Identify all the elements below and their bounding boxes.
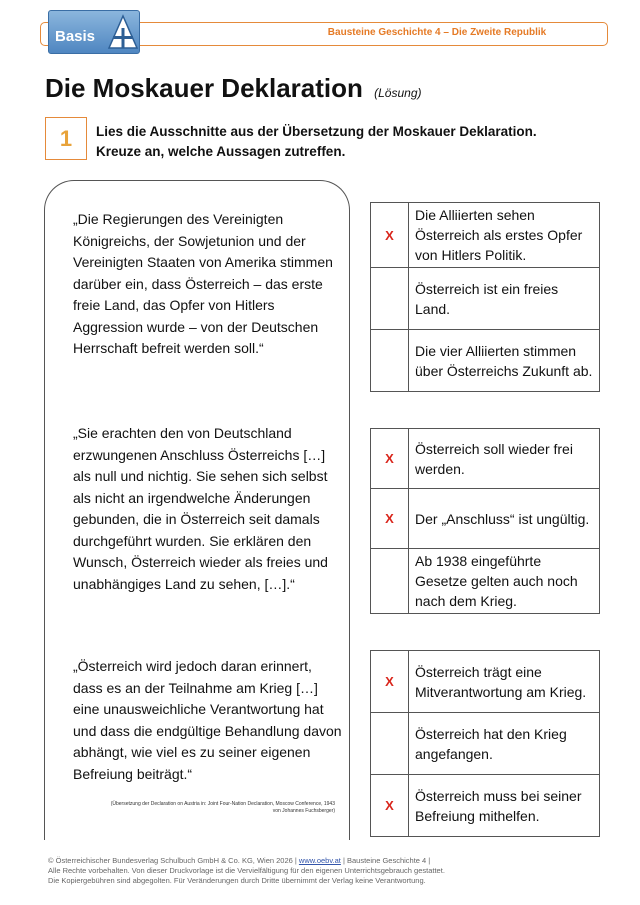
statement-text: Österreich ist ein freies Land.: [409, 268, 600, 330]
statement-text: Österreich hat den Krieg angefangen.: [409, 713, 600, 775]
logo-text: Basis: [55, 28, 96, 45]
quote-2: „Sie erachten den von Deutschland erzwungenen Anschluss Österreichs […] als null und nichtig. Sie sehen sich selbst als nicht an irgendwelche Änderungen gebunden, die in Österreich seit damals durchgeführt wurden. Sie erklären den Wunsch, Österreich wieder als freies und unabhängiges Land zu sehen, […].“: [73, 425, 328, 592]
page-title-text: Die Moskauer Deklaration: [45, 73, 363, 103]
footer-line-3: Die Kopiergebühren sind abgegolten. Für Veränderungen durch Dritte übernimmt der Verlag keine Verantwortung.: [48, 876, 426, 885]
checkbox-cell[interactable]: X: [371, 775, 409, 837]
footer-line-2: Alle Rechte vorbehalten. Von dieser Druckvorlage ist die Vervielfältigung für den eigenen Unterrichtsgebrauch gestattet.: [48, 866, 445, 875]
statement-text: Österreich trägt eine Mitverantwortung am Krieg.: [409, 651, 600, 713]
statement-text: Ab 1938 eingeführte Gesetze gelten auch noch nach dem Krieg.: [409, 549, 600, 614]
quote-1: „Die Regierungen des Vereinigten Königreichs, der Sowjetunion und der Vereinigten Staaten von Amerika stimmen darüber ein, dass Österreich – das erste freie Land, das Opfer von Hitlers Aggression wurde – von der Deutschen Herrschaft befreit werden soll.“: [73, 211, 333, 356]
statement-row: [371, 651, 600, 713]
task-instruction-line-1: Lies die Ausschnitte aus der Übersetzung der Moskauer Deklaration.: [96, 124, 537, 139]
statement-row: [371, 775, 600, 837]
task-instruction: [96, 122, 576, 162]
quote-3: „Österreich wird jedoch daran erinnert, dass es an der Teilnahme am Krieg […] eine unausweichliche Verantwortung hat und dass die endgültige Behandlung davon abhängt, wie viel es zu seiner eigenen Befreiung beiträgt.“: [73, 658, 342, 782]
statement-text: Die Alliierten sehen Österreich als erstes Opfer von Hitlers Politik.: [409, 203, 600, 268]
checkbox-cell[interactable]: [371, 330, 409, 392]
checkbox-cell[interactable]: X: [371, 203, 409, 268]
statement-text: Österreich muss bei seiner Befreiung mithelfen.: [409, 775, 600, 837]
triangle-cross-icon: [107, 14, 139, 52]
footer-line-1: [48, 856, 608, 866]
footer: [48, 856, 608, 886]
footer-link[interactable]: www.oebv.at: [298, 856, 341, 865]
statement-row: [371, 713, 600, 775]
statement-row: [371, 549, 600, 614]
task-number-box: 1: [45, 117, 87, 160]
checkbox-cell[interactable]: X: [371, 651, 409, 713]
source-line-1: (Übersetzung der Declaration on Austria in: Joint Four-Nation Declaration, Moscow Conference, 1943: [110, 801, 335, 807]
source-line-2: von Johannes Fuchsberger): [272, 808, 335, 814]
task-instruction-line-2: Kreuze an, welche Aussagen zutreffen.: [96, 144, 346, 159]
statement-row: [371, 489, 600, 549]
page-subtitle: (Lösung): [374, 86, 422, 100]
statement-table-3: [370, 650, 600, 837]
statement-row: [371, 203, 600, 268]
statement-row: [371, 268, 600, 330]
checkbox-cell[interactable]: [371, 713, 409, 775]
statement-table-2: [370, 428, 600, 614]
checkbox-cell[interactable]: X: [371, 429, 409, 489]
statement-row: [371, 330, 600, 392]
checkbox-cell[interactable]: [371, 268, 409, 330]
source-citation: [60, 801, 335, 815]
checkbox-cell[interactable]: X: [371, 489, 409, 549]
statement-text: Die vier Alliierten stimmen über Österreichs Zukunft ab.: [409, 330, 600, 392]
statement-table-1: [370, 202, 600, 392]
checkbox-cell[interactable]: [371, 549, 409, 614]
header-title: Bausteine Geschichte 4 – Die Zweite Republik: [327, 27, 547, 38]
statement-row: [371, 429, 600, 489]
footer-series: | Bausteine Geschichte 4 |: [340, 856, 431, 865]
statement-text: Österreich soll wieder frei werden.: [409, 429, 600, 489]
page-title: [45, 73, 422, 104]
basis-logo: [48, 10, 140, 54]
statement-text: Der „Anschluss“ ist ungültig.: [409, 489, 600, 549]
footer-copyright: © Österreichischer Bundesverlag Schulbuch GmbH & Co. KG, Wien 2026 |: [48, 856, 299, 865]
